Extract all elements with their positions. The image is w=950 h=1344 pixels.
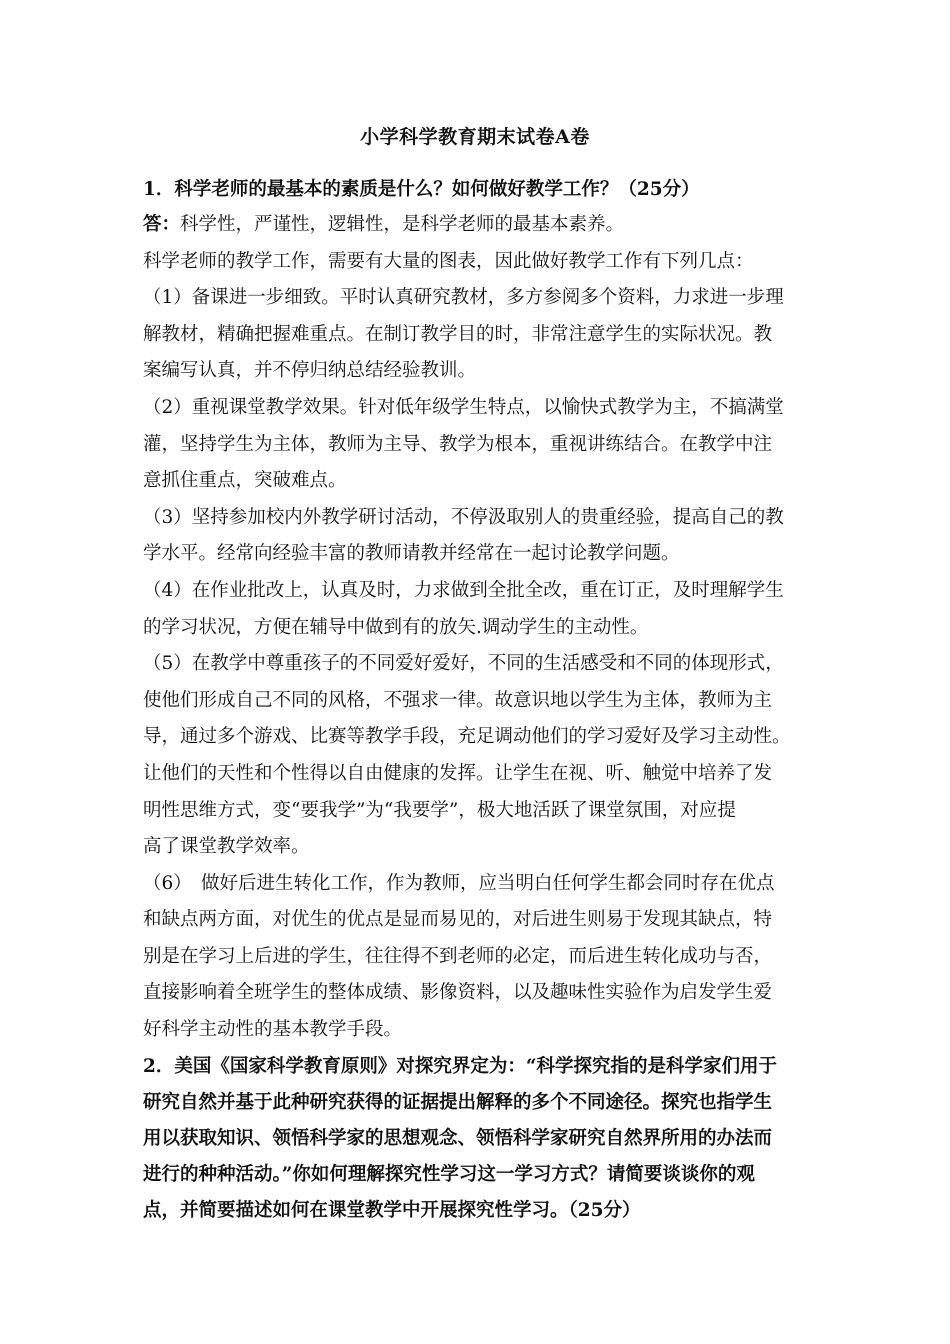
question-2 [143,1049,808,1229]
point-4 [143,573,808,646]
paragraph-line: 导，通过多个游戏、比赛等教学手段，充足调动他们的学习爱好及学习主动性。 [143,726,791,748]
paragraph-line: （4）在作业批改上，认真及时，力求做到全批全改，重在订正，及时理解学生 [143,579,784,601]
paragraph-line: （2）重视课堂教学效果。针对低年级学生特点，以愉快式教学为主，不搞满堂 [143,396,784,418]
paragraph-line: 高了课堂教学效率。 [143,836,310,858]
point-5 [143,646,808,866]
paragraph-line: 解教材，精确把握难重点。在制订教学目的时，非常注意学生的实际状况。教 [143,323,773,345]
answer-text: 科学性，严谨性，逻辑性，是科学老师的最基本素养。 [180,214,625,235]
paragraph-line: （1）备课进一步细致。平时认真研究教材，多方参阅多个资料，力求进一步理 [143,287,784,309]
paragraph-line: 和缺点两方面，对优生的优点是显而易见的，对后进生则易于发现其缺点，特 [143,909,773,931]
answer-intro: 科学老师的教学工作，需要有大量的图表，因此做好教学工作有下列几点： [143,250,754,272]
paragraph-line: （6） 做好后进生转化工作，作为教师，应当明白任何学生都会同时存在优点 [143,872,775,894]
paragraph-line: 使他们形成自己不同的风格，不强求一律。故意识地以学生为主体，教师为主 [143,689,773,711]
point-1 [143,280,808,390]
question-line: 点，并简要描述如何在课堂教学中开展探究性学习。（25分） [143,1199,641,1221]
paragraph-line: 案编写认真，并不停归纳总结经验教训。 [143,360,477,382]
answer-1 [143,207,808,244]
question-line: 进行的种种活动。”你如何理解探究性学习这一学习方式？请简要谈谈你的观 [143,1163,755,1185]
paragraph-line: 别是在学习上后进的学生，往往得不到老师的必定，而后进生转化成功与否， [143,945,773,967]
document-title: 小学科学教育期末试卷A卷 [360,126,590,148]
paragraph-line: 意抓住重点，突破难点。 [143,470,347,492]
paragraph-line: 好科学主动性的基本教学手段。 [143,1019,403,1041]
paragraph-line: 直接影响着全班学生的整体成绩、影像资料，以及趣味性实验作为启发学生爱 [143,982,773,1004]
point-3 [143,500,808,573]
point-2 [143,390,808,500]
paragraph-line: 学水平。经常向经验丰富的教师请教并经常在一起讨论教学问题。 [143,543,680,565]
document-body [143,172,808,1229]
paragraph-line: 灌，坚持学生为主体，教师为主导、教学为根本，重视讲练结合。在教学中注 [143,433,773,455]
paragraph-line: 的学习状况，方便在辅导中做到有的放矢.调动学生的主动性。 [143,616,649,638]
paragraph-line: 让他们的天性和个性得以自由健康的发挥。让学生在视、听、触觉中培养了发 [143,762,773,784]
question-line: 2．美国《国家科学教育原则》对探究界定为：“科学探究指的是科学家们用于 [143,1055,778,1077]
answer-label: 答： [143,214,181,235]
question-line: 用以获取知识、领悟科学家的思想观念、领悟科学家研究自然界所用的办法而 [143,1127,773,1149]
point-6 [143,866,808,1049]
paragraph-line: （5）在教学中尊重孩子的不同爱好爱好，不同的生活感受和不同的体现形式， [143,653,784,675]
question-line: 研究自然并基于此种研究获得的证据提出解释的多个不同途径。探究也指学生 [143,1091,773,1113]
question-1: 1．科学老师的最基本的素质是什么？如何做好教学工作？（25分） [143,179,700,200]
paragraph-line: 明性思维方式，变“要我学”为“我要学”，极大地活跃了课堂氛围，对应提 [143,799,736,821]
paragraph-line: （3）坚持参加校内外教学研讨活动，不停汲取别人的贵重经验，提高自己的教 [143,506,784,528]
